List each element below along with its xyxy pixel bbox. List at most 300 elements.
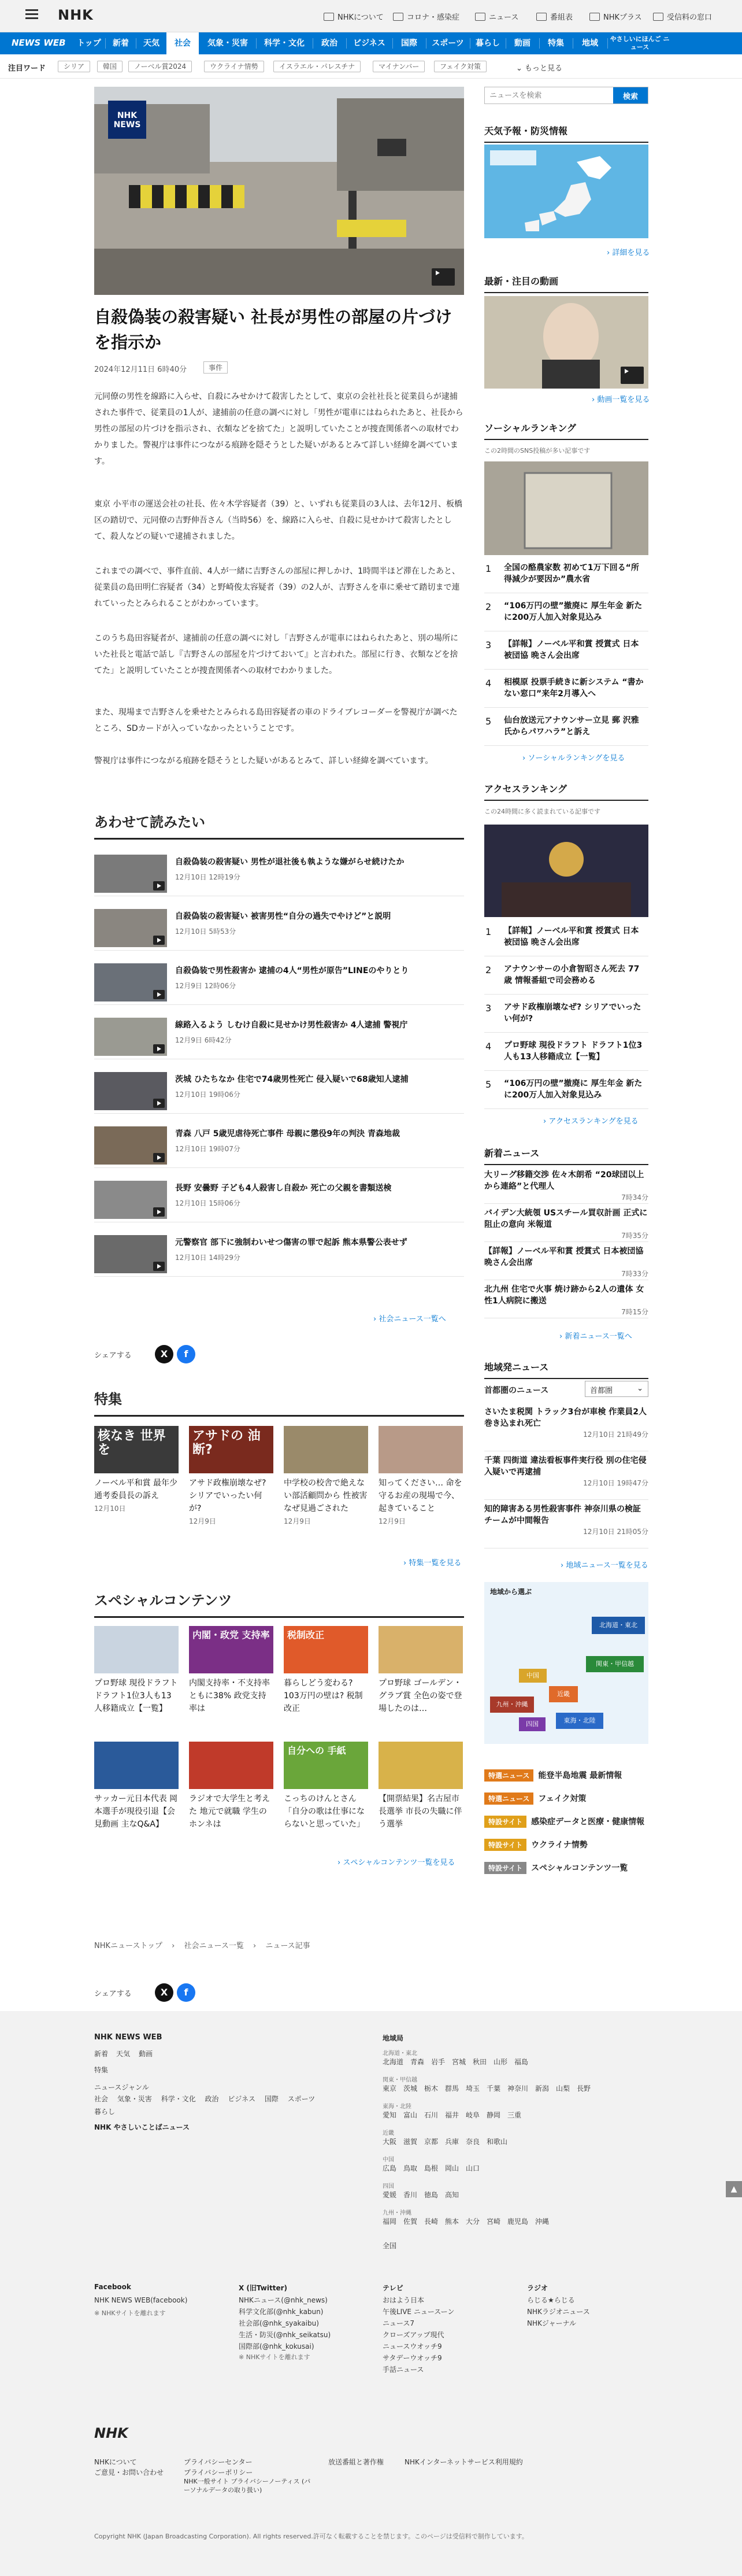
weather-more-link[interactable]: › 詳細を見る — [607, 249, 650, 257]
map-region-tokai[interactable]: 東海・北陸 — [556, 1713, 603, 1729]
ranking-item[interactable] — [484, 711, 648, 746]
map-region-hokkaido-tohoku[interactable]: 北海道・東北 — [592, 1617, 645, 1634]
share-label: シェアする — [94, 1990, 132, 1998]
footer-x-link[interactable]: 国際部(@nhk_kokusai) — [239, 2342, 314, 2350]
feature-thumbnail — [284, 1426, 368, 1473]
feature-tag-badge: 特選ニュース — [484, 1793, 533, 1805]
article-datetime: 2024年12月11日 6時40分 — [94, 365, 187, 374]
nav-easy-japanese[interactable]: やさしいにほんご ニュース — [610, 35, 670, 51]
ranking-item[interactable] — [484, 1036, 648, 1071]
ranking-title: 全国の酪農家数 初めて1万下回る“所得減少が要因か”農水省 — [504, 563, 639, 584]
social-more-link[interactable]: › ソーシャルランキングを見る — [522, 754, 625, 763]
header-link-program[interactable]: 番組表 — [536, 11, 573, 22]
back-to-top-button[interactable] — [726, 2181, 742, 2197]
ranking-title: プロ野球 現役ドラフト ドラフト1位3人も13人移籍成立【一覧】 — [504, 1041, 643, 1062]
ranking-number: 1 — [485, 926, 492, 937]
new-news-title: 北九州 住宅で火事 焼け跡から2人の遺体 女性1人病院に搬送 — [484, 1285, 644, 1306]
footer-bottom-link[interactable]: プライバシーセンター — [184, 2458, 253, 2466]
society-list-link[interactable]: › 社会ニュース一覧へ — [373, 1315, 446, 1324]
ranking-item[interactable] — [484, 922, 648, 956]
article-headline: 自殺偽装の殺害疑い 社長が男性の部屋の片づけを指示か — [94, 307, 452, 352]
footer-region-area: 四国 — [383, 2183, 394, 2190]
search-box — [484, 87, 648, 104]
feature-tag-link[interactable] — [484, 1816, 648, 1828]
special-title: サッカー元日本代表 岡本選手が現役引退【会見動画 主なQ&A】 — [94, 1794, 178, 1829]
local-region-title: 首都圏のニュース — [484, 1386, 549, 1395]
breadcrumb-item[interactable]: NHKニューストップ — [94, 1942, 162, 1950]
special-thumbnail: 自分への 手紙 — [284, 1742, 368, 1789]
feature-title: ノーベル平和賞 最年少通考委員長の訴え — [94, 1479, 178, 1500]
footer-link[interactable]: 暮らし — [94, 2108, 116, 2116]
special-card[interactable] — [94, 1742, 179, 1831]
footer-region-cities[interactable]: 大阪 滋賀 京都 兵庫 奈良 和歌山 — [383, 2138, 508, 2146]
new-news-item[interactable] — [484, 1169, 648, 1204]
special-thumbnail: 内閣・政党 支持率 — [189, 1626, 273, 1673]
special-title: 内閣支持率・不支持率ともに38% 政党支持率は — [189, 1679, 270, 1713]
related-article[interactable] — [94, 959, 464, 1005]
footer-tv-label: テレビ — [383, 2284, 403, 2292]
x-share-icon[interactable]: X — [155, 1983, 173, 2002]
video-more-link[interactable]: › 動画一覧を見る — [592, 396, 650, 404]
trending-words — [0, 54, 742, 79]
footer-bottom-link[interactable]: プライバシーポリシー — [184, 2468, 253, 2477]
map-region-kyushu[interactable]: 九州・沖縄 — [490, 1697, 534, 1713]
ranking-title: 相模原 投票手続きに新システム “書かない窓口”来年2月導入へ — [504, 678, 644, 698]
new-news-title: 大リーグ移籍交渉 佐々木朗希 “20球団以上から連絡”と代理人 — [484, 1170, 644, 1191]
ministry-sign-photo — [484, 461, 648, 555]
footer-region-area: 東海・北陸 — [383, 2104, 411, 2110]
related-article[interactable] — [94, 1122, 464, 1168]
local-news-item[interactable] — [484, 1406, 648, 1451]
chevron-right-icon: › — [522, 754, 528, 763]
play-icon[interactable] — [432, 268, 455, 286]
footer-link[interactable]: 特集 — [94, 2066, 109, 2074]
nav-feature[interactable]: 特集 — [548, 39, 564, 48]
footer-fb-label: Facebook — [94, 2283, 131, 2291]
nav-video[interactable]: 動画 — [514, 39, 530, 48]
video-box — [484, 274, 648, 293]
header-link-about[interactable]: NHKについて — [324, 11, 384, 22]
breadcrumb-current: ニュース記事 — [265, 1942, 310, 1950]
article-paragraph: これまでの調べで、事件直前、4人が一緒に吉野さんの部屋に押しかけ、1時間半ほど滞在したあと、従業員の島田明仁容疑者（34）と野崎俊太容疑者（39）の2人が、吉野さんを車に乗せて踏切まで連れていったとみられることがわかっています。 — [94, 567, 460, 608]
trending-label: 注目ワード — [8, 64, 46, 73]
nav-business[interactable]: ビジネス — [353, 39, 385, 48]
ranking-number: 5 — [485, 716, 492, 727]
ranking-title: “106万円の壁”撤廃に 厚生年金 新たに200万人加入対象見込み — [504, 1079, 643, 1100]
ranking-item[interactable] — [484, 998, 648, 1033]
footer-genre[interactable]: 政治 — [205, 2095, 219, 2103]
special-more-link[interactable]: › スペシャルコンテンツ一覧を見る — [337, 1858, 455, 1867]
local-news-time: 12月10日 21時05分 — [583, 1528, 648, 1536]
ranking-number: 4 — [485, 1041, 492, 1052]
feature-tag-link[interactable] — [484, 1793, 648, 1805]
nav-science[interactable]: 科学・文化 — [264, 39, 305, 48]
local-news-time: 12月10日 19時47分 — [583, 1479, 648, 1487]
new-news-title: 【詳報】ノーベル平和賞 授賞式 日本被団協 晩さん会出席 — [484, 1247, 644, 1267]
header-link-fee[interactable]: 受信料の窓口 — [653, 11, 712, 22]
breadcrumb-item[interactable]: 社会ニュース一覧 — [184, 1942, 244, 1950]
category-tag[interactable]: 事件 — [203, 361, 228, 374]
nav-life[interactable]: 暮らし — [476, 39, 500, 48]
access-sub: この24時間に多く読まれている記事です — [484, 808, 600, 815]
article-paragraph: また、現場まで吉野さんを乗せたとみられる島田容疑者の車のドライブレコーダーを警視庁が調べたところ、SDカードが入っていなかったということです。 — [94, 708, 458, 733]
chevron-right-icon: › — [337, 1858, 343, 1867]
breadcrumb: NHKニューストップ › 社会ニュース一覧 › ニュース記事 — [94, 1942, 310, 1950]
footer-brand[interactable]: NHK NEWS WEB — [94, 2033, 162, 2042]
feature-tag-badge: 特設サイト — [484, 1862, 526, 1874]
special-card[interactable] — [189, 1742, 273, 1831]
access-image — [484, 825, 648, 917]
related-heading: あわせて読みたい — [94, 811, 464, 840]
map-region-kanto[interactable]: 関東・甲信越 — [586, 1656, 644, 1672]
x-share-icon[interactable]: X — [155, 1345, 173, 1363]
footer-region-cities[interactable]: 広島 鳥取 島根 岡山 山口 — [383, 2164, 480, 2172]
search-button[interactable]: 検索 — [613, 87, 648, 104]
nav-sports[interactable]: スポーツ — [432, 39, 464, 48]
related-title: 自殺偽装で男性殺害か 逮捕の4人“男性が原告”LINEのやりとり — [175, 966, 409, 975]
ranking-number: 2 — [485, 964, 492, 975]
nhk-logo[interactable]: NHK — [58, 7, 94, 23]
fee-icon — [653, 13, 663, 21]
facebook-share-icon[interactable]: f — [177, 1983, 195, 2002]
related-title: 青森 八戸 5歳児虐待死亡事件 母親に懲役9年の判決 青森地裁 — [175, 1129, 400, 1139]
footer-x-link[interactable]: 科学文化部(@nhk_kabun) — [239, 2308, 324, 2316]
footer-genre-label: ニュースジャンル — [94, 2083, 149, 2091]
new-news — [484, 1146, 648, 1165]
footer-logo[interactable]: NHK — [94, 2425, 128, 2441]
search-input[interactable] — [485, 87, 612, 104]
local-news-item[interactable] — [484, 1455, 648, 1500]
feature-date: 12月9日 — [189, 1517, 216, 1525]
related-date: 12月9日 12時06分 — [175, 982, 236, 990]
footer-region-cities[interactable]: 福岡 佐賀 長崎 熊本 大分 宮崎 鹿児島 沖縄 — [383, 2217, 550, 2226]
footer-x-link[interactable]: NHKニュース(@nhk_news) — [239, 2296, 328, 2304]
feature-tag-link[interactable] — [484, 1839, 648, 1851]
feature-card[interactable] — [379, 1426, 463, 1526]
region-map — [484, 1582, 648, 1744]
article-thumbnail — [94, 1018, 167, 1056]
local-news-time: 12月10日 21時49分 — [583, 1431, 648, 1439]
footer-tv-link[interactable]: クローズアップ現代 — [383, 2331, 444, 2339]
play-icon[interactable] — [153, 936, 165, 945]
ranking-number: 4 — [485, 678, 492, 689]
ranking-number: 5 — [485, 1079, 492, 1090]
special-title: プロ野球 現役ドラフト ドラフト1位3人も13人移籍成立【一覧】 — [94, 1679, 178, 1713]
related-article[interactable] — [94, 1067, 464, 1114]
article-thumbnail — [94, 1072, 167, 1110]
social-heading: ソーシャルランキング — [484, 421, 648, 440]
footer-genre[interactable]: 科学・文化 — [161, 2095, 196, 2103]
nav-top[interactable]: トップ — [77, 39, 101, 48]
nav-politics[interactable]: 政治 — [321, 39, 337, 48]
footer-genre[interactable]: ビジネス — [228, 2095, 256, 2103]
header-link-plus[interactable]: NHKプラス — [589, 11, 642, 22]
tag-item[interactable]: 韓国 — [97, 61, 123, 72]
related-article[interactable] — [94, 1176, 464, 1222]
feature-tag-badge: 特選ニュース — [484, 1769, 533, 1782]
feature-tag-title: 感染症データと医療・健康情報 — [531, 1817, 645, 1827]
related-date: 12月10日 12時19分 — [175, 873, 240, 881]
article-thumbnail — [94, 909, 167, 947]
special-title: プロ野球 ゴールデン・グラブ賞 全色の姿で登場したのは… — [379, 1679, 462, 1713]
footer-radio-link[interactable]: らじる★らじる — [527, 2296, 575, 2304]
new-news-item[interactable] — [484, 1207, 648, 1242]
weather-box — [484, 124, 648, 143]
footer-region-area: 近畿 — [383, 2130, 394, 2137]
footer-link[interactable]: 天気 — [116, 2050, 131, 2058]
ranking-number: 2 — [485, 601, 492, 612]
footer-bottom-link[interactable]: NHKインターネットサービス利用規約 — [405, 2458, 523, 2466]
footer-tv-link[interactable]: サタデーウオッチ9 — [383, 2354, 442, 2362]
social-ranking — [484, 421, 648, 455]
news-web-brand[interactable]: NEWS WEB — [12, 38, 66, 48]
feature-tag-badge: 特設サイト — [484, 1839, 526, 1851]
new-news-time: 7時33分 — [621, 1270, 648, 1278]
weather-heading: 天気予報・防災情報 — [484, 124, 648, 143]
feature-date: 12月10日 — [94, 1505, 126, 1513]
tag-item[interactable]: シリア — [58, 61, 90, 72]
ranking-number: 1 — [485, 563, 492, 574]
footer-genre[interactable]: 国際 — [264, 2095, 279, 2103]
ranking-item[interactable] — [484, 635, 648, 670]
features-heading: 特集 — [94, 1388, 464, 1417]
feature-date: 12月9日 — [284, 1517, 311, 1525]
local-more-link[interactable]: › 地域ニュース一覧を見る — [561, 1561, 648, 1570]
nav-international[interactable]: 国際 — [401, 39, 417, 48]
special-card[interactable] — [284, 1626, 368, 1715]
global-header — [0, 0, 742, 32]
play-icon[interactable] — [153, 1044, 165, 1054]
more-tags-link[interactable]: ⌄ もっと見る — [516, 64, 563, 73]
feature-thumbnail: 核なき 世界を — [94, 1426, 179, 1473]
nobel-ceremony-photo — [484, 825, 648, 917]
footer-genre[interactable]: 社会 — [94, 2095, 109, 2103]
ranking-item[interactable] — [484, 673, 648, 708]
railway-crossing-photo — [94, 87, 464, 295]
footer-x-label: X (旧Twitter) — [239, 2284, 287, 2292]
social-sub: この2時間のSNS投稿が多い記事です — [484, 447, 591, 454]
related-title: 茨城 ひたちなか 住宅で74歳男性死亡 侵入疑いで68歳知人逮捕 — [175, 1075, 409, 1084]
local-heading: 地域発ニュース — [484, 1360, 648, 1379]
special-thumbnail — [379, 1742, 463, 1789]
header-link-news[interactable]: ニュース — [475, 11, 518, 22]
feature-tag-link[interactable] — [484, 1769, 648, 1782]
footer-note: ※ NHKサイトを離れます — [239, 2353, 310, 2361]
feature-tag-title: ウクライナ情勢 — [531, 1840, 588, 1850]
feature-card[interactable] — [94, 1426, 179, 1513]
chevron-right-icon: › — [403, 1559, 409, 1568]
special-card[interactable] — [94, 1626, 179, 1715]
new-news-item[interactable] — [484, 1246, 648, 1280]
tag-item[interactable]: ノーベル賞2024 — [128, 61, 192, 72]
access-ranking — [484, 782, 648, 816]
nav-society[interactable]: 社会 — [166, 32, 199, 54]
footer-link[interactable]: 動画 — [139, 2050, 153, 2058]
footer-genre[interactable]: 気象・災害 — [117, 2095, 152, 2103]
ranking-title: 仙台放送元アナウンサー立見 郵 沢雅氏からパワハラ”と訴え — [504, 716, 639, 737]
tag-item[interactable]: ウクライナ情勢 — [204, 61, 264, 72]
footer-note: ※ NHKサイトを離れます — [94, 2309, 166, 2317]
share-label: シェアする — [94, 1351, 132, 1360]
feature-title: 中学校の校舎で絶えない部活顧問から 性被害 なぜ見過ごされた — [284, 1479, 368, 1513]
chevron-down-icon: ⌄ — [637, 1384, 643, 1393]
feature-tag-link[interactable] — [484, 1862, 648, 1874]
article-paragraph: 元同僚の男性を線路に入らせ、自殺にみせかけて殺害したとして、東京の会社社長と従業員らが逮捕された事件で、従業員の1人が、逮捕前の任意の調べに対し「男性が電車にはねられたあと、社長から男性の部屋の片づけを指示され、衣類などを捨てた」と説明していたことが捜査関係者への取材でわかりました。警視庁は事件につながる痕跡を隠そうとした疑いがあるとみて詳しい経緯を調べています。 — [94, 392, 463, 466]
new-news-title: バイデン大統領 USスチール買収計画 正式に阻止の意向 米報道 — [484, 1208, 648, 1229]
footer-genre[interactable]: スポーツ — [287, 2095, 316, 2103]
footer-bottom-link[interactable]: NHKについて — [94, 2458, 137, 2466]
related-date: 12月10日 19時07分 — [175, 1145, 240, 1153]
related-date: 12月10日 19時06分 — [175, 1091, 240, 1099]
footer-radio-link[interactable]: NHKラジオニュース — [527, 2308, 590, 2316]
local-news — [484, 1360, 648, 1379]
play-icon[interactable] — [153, 881, 165, 890]
featured-video[interactable] — [484, 296, 648, 389]
footer-fb-link[interactable]: NHK NEWS WEB(facebook) — [94, 2296, 188, 2304]
feature-tag-title: 能登半島地震 最新情報 — [538, 1771, 622, 1780]
tag-item[interactable]: マイナンバー — [373, 61, 425, 72]
footer-x-link[interactable]: 生活・防災(@nhk_seikatsu) — [239, 2331, 331, 2339]
tag-item[interactable]: イスラエル・パレスチナ — [273, 61, 361, 72]
play-icon[interactable] — [621, 367, 644, 384]
social-image — [484, 461, 648, 555]
ranking-item[interactable] — [484, 960, 648, 995]
ranking-item[interactable] — [484, 1074, 648, 1109]
play-icon[interactable] — [153, 1262, 165, 1271]
feature-date: 12月9日 — [379, 1517, 406, 1525]
feature-tag-badge: 特設サイト — [484, 1816, 526, 1828]
chevron-down-icon: ⌄ — [516, 64, 525, 73]
access-heading: アクセスランキング — [484, 782, 648, 801]
japan-map-icon — [484, 145, 648, 238]
play-icon[interactable] — [153, 1099, 165, 1108]
video-heading: 最新・注目の動画 — [484, 274, 648, 293]
footer-bottom-link[interactable]: NHK一般サイト プライバシーノーティス (パーソナルデータの取り扱い) — [184, 2478, 311, 2494]
ranking-title: 【詳報】ノーベル平和賞 授賞式 日本被団協 晩さん会出席 — [504, 926, 639, 947]
footer-genres — [94, 2093, 315, 2105]
related-title: 自殺偽装の殺害疑い 男性が退社後も執ような嫌がらせ続けたか — [175, 858, 405, 867]
related-date: 12月10日 5時53分 — [175, 927, 236, 936]
new-news-time: 7時34分 — [621, 1193, 648, 1202]
footer-tv-link[interactable]: 手話ニュース — [383, 2366, 424, 2374]
special-thumbnail — [94, 1742, 179, 1789]
access-more-link[interactable]: › アクセスランキングを見る — [543, 1117, 639, 1126]
site-footer — [0, 2011, 742, 2576]
calendar-icon — [536, 13, 547, 21]
related-article[interactable] — [94, 1013, 464, 1059]
special-card[interactable] — [189, 1626, 273, 1715]
footer-tv-link[interactable]: ニュースウオッチ9 — [383, 2342, 442, 2350]
special-heading: スペシャルコンテンツ — [94, 1589, 464, 1618]
tag-item[interactable]: フェイク対策 — [434, 61, 487, 72]
chevron-right-icon: › — [592, 396, 598, 404]
ranking-item[interactable] — [484, 597, 648, 631]
facebook-share-icon[interactable]: f — [177, 1345, 195, 1363]
local-news-item[interactable] — [484, 1503, 648, 1548]
play-icon[interactable] — [153, 1207, 165, 1217]
footer-region-area: 九州・沖縄 — [383, 2210, 411, 2216]
footer-bottom-link[interactable]: ご意見・お問い合わせ — [94, 2468, 164, 2477]
related-article[interactable] — [94, 1230, 464, 1277]
feature-thumbnail: アサドの 油断? — [189, 1426, 273, 1473]
footer-tv-link[interactable]: おはよう日本 — [383, 2296, 425, 2304]
related-article[interactable] — [94, 904, 464, 951]
region-select[interactable]: 首都圏 ⌄ — [585, 1381, 648, 1397]
article-hero-image[interactable] — [94, 87, 464, 295]
footer-region-area: 関東・甲信越 — [383, 2077, 417, 2083]
footer-region-cities[interactable]: 東京 茨城 栃木 群馬 埼玉 千葉 神奈川 新潟 山梨 長野 — [383, 2085, 591, 2093]
article-thumbnail — [94, 855, 167, 893]
feature-card[interactable] — [284, 1426, 368, 1526]
footer-tv-link[interactable]: ニュース7 — [383, 2319, 415, 2327]
map-region-shikoku[interactable]: 四国 — [519, 1717, 546, 1731]
plus-icon — [589, 13, 600, 21]
footer-region-area: 中国 — [383, 2157, 394, 2163]
special-card[interactable] — [379, 1742, 463, 1831]
article-thumbnail — [94, 1126, 167, 1165]
footer-region-cities[interactable]: 愛知 富山 石川 福井 岐阜 静岡 三重 — [383, 2111, 522, 2119]
chevron-right-icon: › — [543, 1117, 549, 1126]
article-paragraph: 警視庁は事件につながる痕跡を隠そうとした疑いがあるとみて、詳しい経緯を調べています。 — [94, 756, 433, 766]
footer-region-nationwide[interactable]: 全国 — [383, 2242, 397, 2250]
menu-icon[interactable] — [25, 9, 38, 20]
map-region-chugoku[interactable]: 中国 — [519, 1669, 547, 1683]
features-more-link[interactable]: › 特集一覧を見る — [403, 1559, 462, 1568]
feature-card[interactable] — [189, 1426, 273, 1526]
footer-radio-link[interactable]: NHKジャーナル — [527, 2319, 577, 2327]
footer-bottom-link[interactable]: 放送番組と著作権 — [328, 2458, 384, 2466]
play-icon[interactable] — [153, 1153, 165, 1162]
special-title: 暮らしどう変わる? 103万円の壁は? 税制改正 — [284, 1679, 363, 1713]
nav-disaster[interactable]: 気象・災害 — [207, 39, 248, 48]
header-link-covid[interactable]: コロナ・感染症 — [393, 11, 459, 22]
new-news-time: 7時35分 — [621, 1232, 648, 1240]
play-icon[interactable] — [153, 990, 165, 999]
new-news-item[interactable] — [484, 1284, 648, 1318]
special-thumbnail — [94, 1626, 179, 1673]
feature-tag-title: スペシャルコンテンツ一覧 — [531, 1864, 628, 1873]
ranking-title: アサド政権崩壊なぜ? シリアでいったい何が? — [504, 1003, 641, 1023]
footer-easy-news[interactable]: NHK やさしいことばニュース — [94, 2123, 190, 2131]
special-thumbnail: 税制改正 — [284, 1626, 368, 1673]
related-date: 12月9日 6時42分 — [175, 1036, 232, 1044]
related-article[interactable] — [94, 850, 464, 896]
map-region-kinki[interactable]: 近畿 — [549, 1686, 578, 1702]
feature-title: 知ってください… 命を守るお産の現場で今、起きていること — [379, 1479, 462, 1513]
nav-new[interactable]: 新着 — [113, 39, 129, 48]
local-news-title: さいたま税関 トラック3台が車検 作業員2人巻き込まれ死亡 — [484, 1407, 647, 1428]
virus-icon — [393, 13, 403, 21]
nav-weather[interactable]: 天気 — [143, 39, 159, 48]
ranking-title: アナウンサーの小倉智昭さん死去 77歳 情報番組で司会務める — [504, 964, 640, 985]
footer-x-link[interactable]: 社会部(@nhk_syakaibu) — [239, 2319, 319, 2327]
special-card[interactable] — [379, 1626, 463, 1715]
new-news-time: 7時15分 — [621, 1308, 648, 1316]
footer-region-cities[interactable]: 愛媛 香川 徳島 高知 — [383, 2191, 459, 2199]
nav-region[interactable]: 地域 — [582, 39, 598, 48]
footer-region-cities[interactable]: 北海道 青森 岩手 宮城 秋田 山形 福島 — [383, 2058, 529, 2066]
special-thumbnail — [189, 1742, 273, 1789]
chevron-up-icon: ▲ — [730, 2185, 737, 2194]
footer-link[interactable]: 新着 — [94, 2050, 109, 2058]
related-title: 元警察官 部下に強制わいせつ傷害の罪で起訴 熊本県警公表せず — [175, 1238, 407, 1247]
ranking-item[interactable] — [484, 559, 648, 593]
footer-tv-link[interactable]: 午後LIVE ニュースーン — [383, 2308, 455, 2316]
special-card[interactable] — [284, 1742, 368, 1831]
weather-map[interactable] — [484, 145, 648, 238]
new-more-link[interactable]: › 新着ニュース一覧へ — [559, 1332, 632, 1341]
related-title: 自殺偽装の殺害疑い 被害男性“自分の過失でやけど”と説明 — [175, 912, 391, 921]
